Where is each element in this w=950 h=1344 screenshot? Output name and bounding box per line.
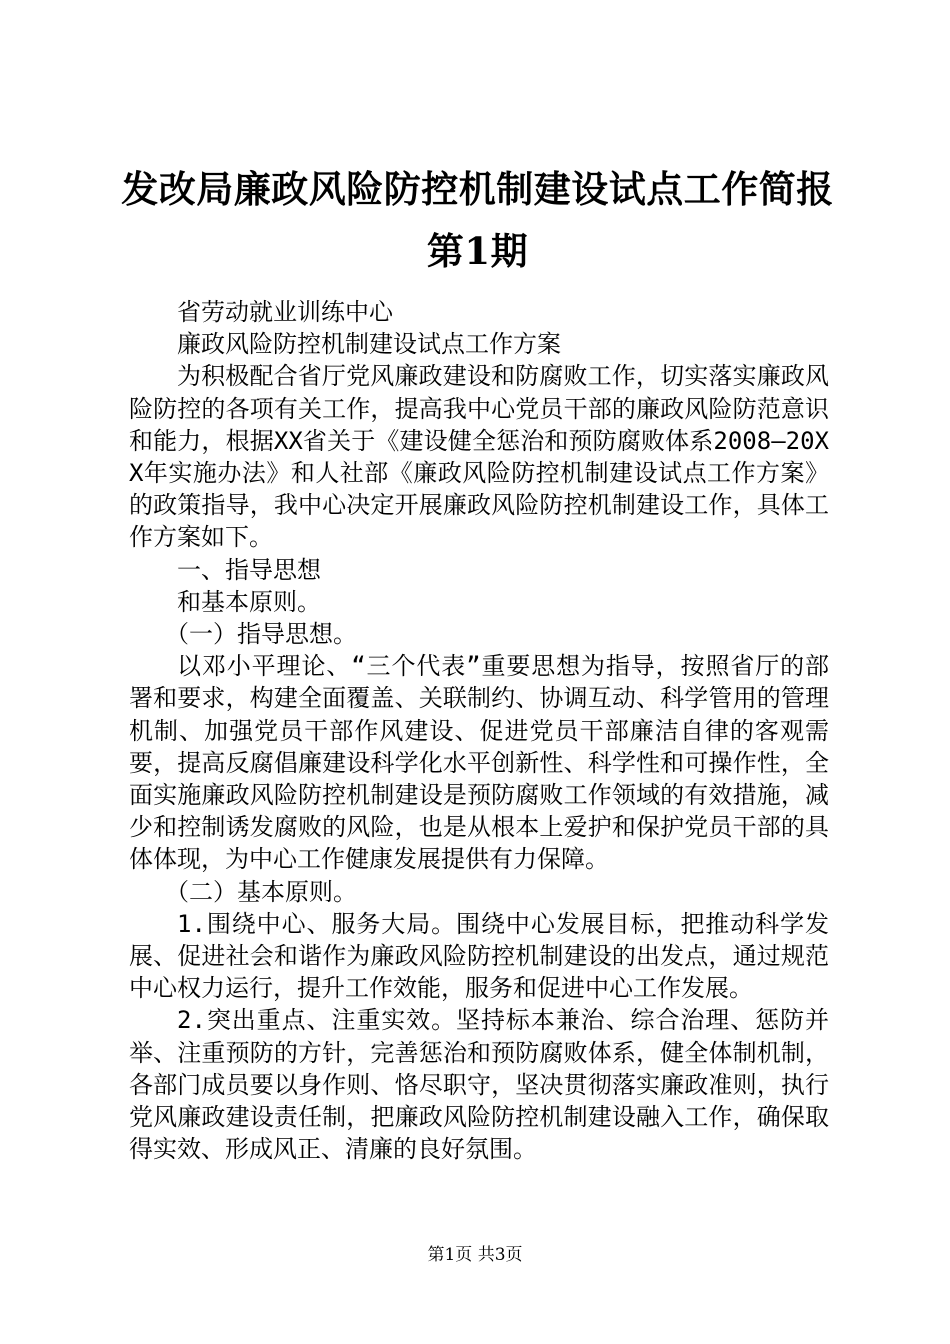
heading-basic-principles: （二）基本原则。	[165, 877, 357, 906]
paragraph-guiding-thought: 以邓小平理论、“三个代表”重要思想为指导，按照省厅的部署和要求，构建全面覆盖、关联制约、协调互动、科学管用的管理机制、加强党员干部作风建设、促进党员干部廉洁自律的客观需要，提高反腐倡廉建设科学化水平创新性、科学性和可操作性，全面实施廉政风险防控机制建设是预防腐败工作领域的有效措施，减少和控制诱发腐败的风险，也是从根本上爱护和保护党员干部的具体体现，为中心工作健康发展提供有力保障。	[129, 652, 829, 874]
paragraph-intro: 为积极配合省厅党风廉政建设和防腐败工作，切实落实廉政风险防控的各项有关工作，提高我中心党员干部的廉政风险防范意识和能力，根据XX省关于《建设健全惩治和预防腐败体系2008—20XX年实施办法》和人社部《廉政风险防控机制建设试点工作方案》的政策指导，我中心决定开展廉政风险防控机制建设工作，具体工作方案如下。	[129, 362, 829, 552]
paragraph-principle-two: 2.突出重点、注重实效。坚持标本兼治、综合治理、惩防并举、注重预防的方针，完善惩治和预防腐败体系，健全体制机制，各部门成员要以身作则、恪尽职守，坚决贯彻落实廉政准则，执行党风廉政建设责任制，把廉政风险防控机制建设融入工作，确保取得实效、形成风正、清廉的良好氛围。	[129, 1006, 829, 1164]
document-body	[129, 296, 829, 1165]
heading-section-one-continued: 和基本原则。	[177, 587, 321, 616]
document-title: 发改局廉政风险防控机制建设试点工作简报第1期	[121, 167, 834, 273]
paragraph-plan-title: 廉政风险防控机制建设试点工作方案	[177, 330, 561, 359]
paragraph-organization: 省劳动就业训练中心	[177, 298, 393, 326]
heading-section-one: 一、指导思想	[177, 555, 321, 584]
heading-guiding-thought: （一）指导思想。	[165, 620, 357, 649]
paragraph-principle-one: 1.围绕中心、服务大局。围绕中心发展目标，把推动科学发展、促进社会和谐作为廉政风险防控机制建设的出发点，通过规范中心权力运行，提升工作效能，服务和促进中心工作发展。	[129, 909, 829, 1003]
page-footer: 第1页 共3页	[427, 1245, 523, 1265]
